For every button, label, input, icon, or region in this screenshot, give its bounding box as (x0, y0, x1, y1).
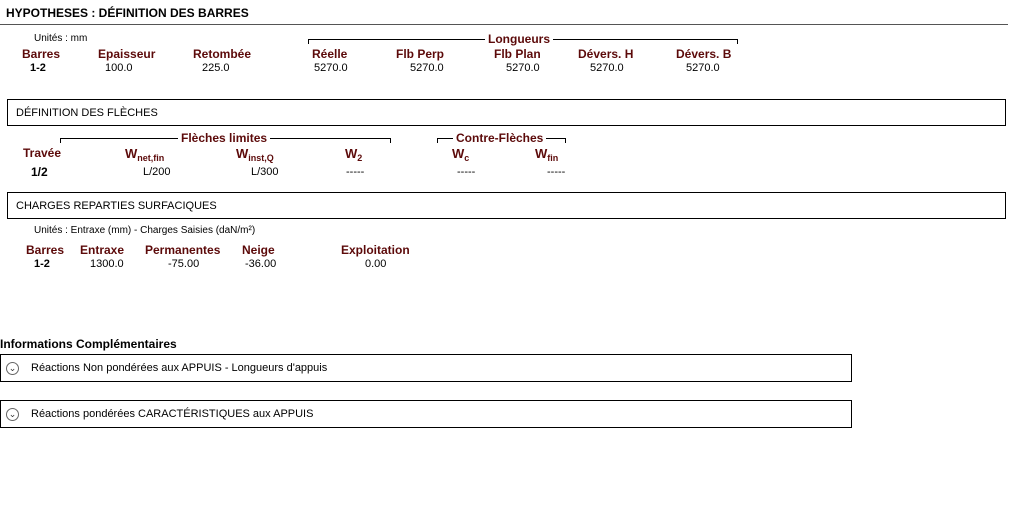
fleches-limites-tick-left (60, 138, 61, 143)
col-header-barres: Barres (22, 47, 61, 61)
charges-row-exploitation: 0.00 (365, 258, 387, 270)
barres-row-id: 1-2 (30, 62, 46, 74)
contre-fleches-tick-left (437, 138, 438, 143)
fleches-row-wfin: ----- (547, 166, 566, 178)
fleches-section-header[interactable] (7, 99, 1006, 126)
info-item-reactions-non-ponderees[interactable] (0, 354, 852, 382)
charges-row-entraxe: 1300.0 (90, 258, 124, 270)
barres-row-reelle: 5270.0 (314, 62, 348, 74)
col-header-wc: $W_c$ (452, 146, 470, 163)
fleches-row-winst-q: L/300 (251, 166, 279, 178)
charges-section-header[interactable] (7, 192, 1006, 219)
col-header-epaisseur: Epaisseur (98, 47, 156, 61)
contre-fleches-group-label: Contre-Flèches (453, 131, 546, 145)
col-header-flb-perp: Flb Perp (396, 47, 445, 61)
contre-fleches-tick-right (565, 138, 566, 143)
info-title: Informations Complémentaires (0, 337, 177, 351)
col-header-wnet-fin: $W_{net,fin}$ (125, 146, 165, 163)
barres-units: Unités : mm (34, 33, 88, 44)
barres-row-epaisseur: 100.0 (105, 62, 133, 74)
fleches-section-title: DÉFINITION DES FLÈCHES (16, 107, 158, 119)
fleches-row-wnet-fin: L/200 (143, 166, 171, 178)
col-header-permanentes: Permanentes (145, 243, 221, 257)
col-header-reelle: Réelle (312, 47, 348, 61)
chevron-down-icon[interactable]: ⌄ (6, 408, 19, 421)
col-header-devers-b: Dévers. B (676, 47, 732, 61)
col-header-travee: Travée (23, 146, 62, 160)
col-header-flb-plan: Flb Plan (494, 47, 541, 61)
fleches-row-wc: ----- (457, 166, 476, 178)
col-header-devers-h: Dévers. H (578, 47, 634, 61)
charges-row-barres: 1-2 (34, 258, 50, 270)
col-header-retombee: Retombée (193, 47, 252, 61)
barres-row-flb-perp: 5270.0 (410, 62, 444, 74)
longueurs-bracket-tick-left (308, 39, 309, 44)
fleches-limites-group-label: Flèches limites (178, 131, 270, 145)
col-header-entraxe: Entraxe (80, 243, 125, 257)
info-item-label: Réactions pondérées CARACTÉRISTIQUES aux APPUIS (31, 408, 314, 420)
barres-row-devers-b: 5270.0 (686, 62, 720, 74)
longueurs-bracket-tick-right (737, 39, 738, 44)
fleches-limites-tick-right (390, 138, 391, 143)
col-header-charges-barres: Barres (26, 243, 65, 257)
info-item-label: Réactions Non pondérées aux APPUIS - Longueurs d'appuis (31, 362, 328, 374)
info-item-reactions-ponderees[interactable] (0, 400, 852, 428)
longueurs-group-label: Longueurs (485, 32, 553, 46)
col-header-wfin: $W_{fin}$ (535, 146, 559, 163)
charges-row-permanentes: -75.00 (168, 258, 200, 270)
charges-units: Unités : Entraxe (mm) - Charges Saisies (daN/m²) (34, 225, 256, 236)
barres-row-flb-plan: 5270.0 (506, 62, 540, 74)
barres-row-devers-h: 5270.0 (590, 62, 624, 74)
fleches-row-w2: ----- (346, 166, 365, 178)
col-header-exploitation: Exploitation (341, 243, 410, 257)
col-header-neige: Neige (242, 243, 275, 257)
page-title: HYPOTHESES : DÉFINITION DES BARRES (6, 6, 249, 20)
charges-section-title: CHARGES REPARTIES SURFACIQUES (16, 200, 217, 212)
col-header-winst-q: $W_{inst,Q}$ (236, 146, 274, 163)
barres-row-retombee: 225.0 (202, 62, 230, 74)
fleches-row-travee: 1/2 (31, 165, 48, 179)
col-header-w2: $W_2$ (345, 146, 363, 163)
chevron-down-icon[interactable]: ⌄ (6, 362, 19, 375)
charges-row-neige: -36.00 (245, 258, 277, 270)
